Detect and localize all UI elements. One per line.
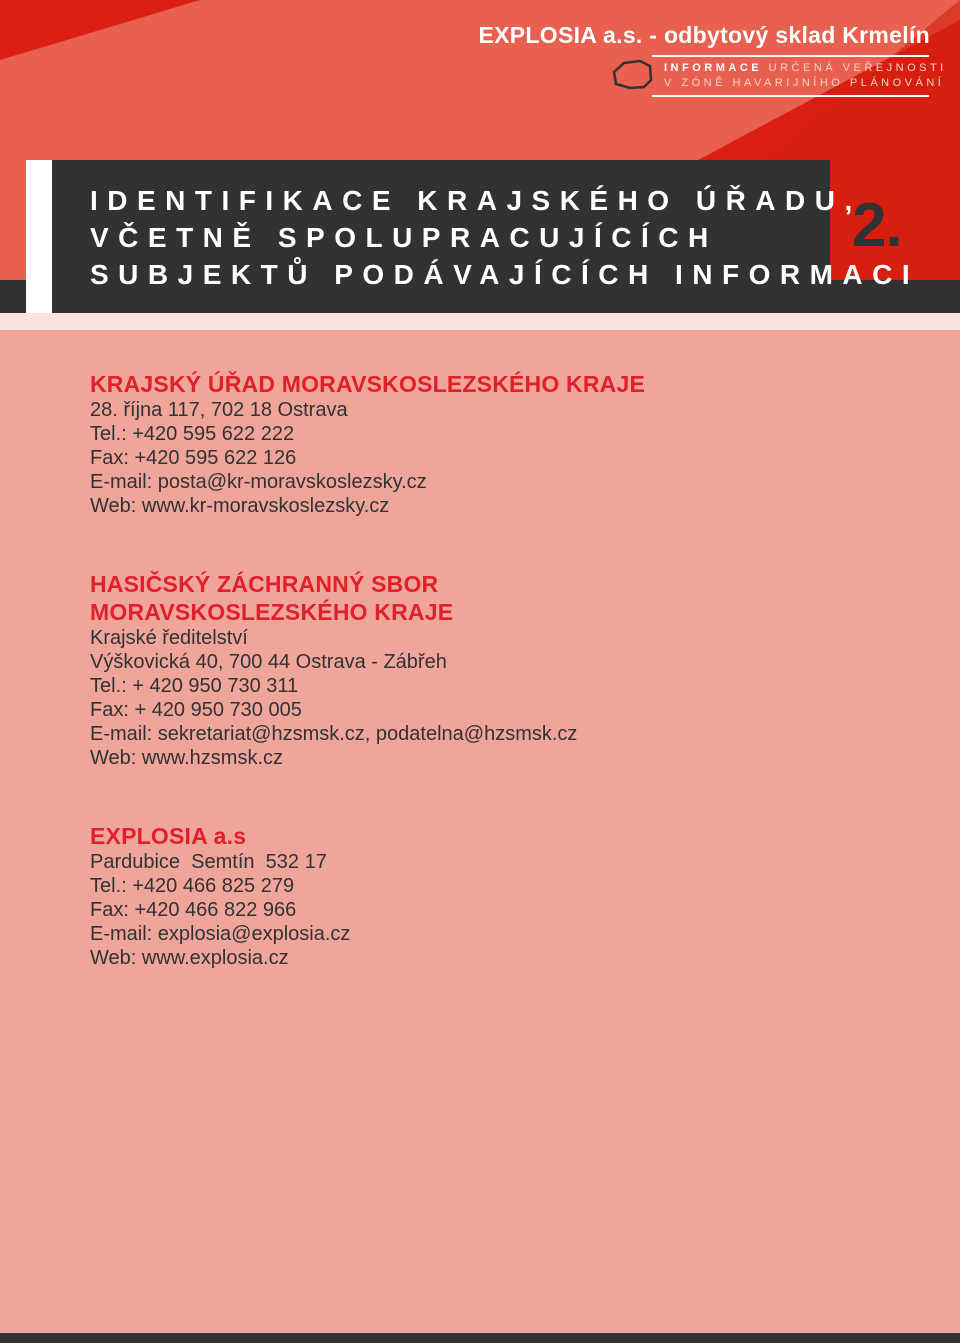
phone-line: Tel.: + 420 950 730 311 xyxy=(90,675,299,697)
address-line: Výškovická 40, 700 44 Ostrava - Zábřeh xyxy=(90,651,447,673)
region-map-icon xyxy=(610,58,654,92)
address-line: Pardubice Semtín 532 17 xyxy=(90,851,327,873)
bottom-bar xyxy=(0,1333,960,1343)
email-line: E-mail: posta@kr-moravskoslezsky.cz xyxy=(90,471,427,493)
info-line-2: V ZÓNĚ HAVARIJNÍHO PLÁNOVÁNÍ xyxy=(664,77,945,89)
page-title: IDENTIFIKACE KRAJSKÉHO ÚŘADU, VČETNĚ SPOLUPRACUJÍCÍCH SUBJEKTŮ PODÁVAJÍCÍCH INFORMACI xyxy=(90,185,920,290)
email-line: E-mail: sekretariat@hzsmsk.cz, podatelna@hzsmsk.cz xyxy=(90,723,578,745)
email-line: E-mail: explosia@explosia.cz xyxy=(90,923,351,945)
section-hasicsky-sbor xyxy=(90,570,577,770)
info-line-1: INFORMACE URČENÁ VEŘEJNOSTI xyxy=(664,62,947,74)
phone-line: Tel.: +420 595 622 222 xyxy=(90,423,295,445)
section-title: EXPLOSIA a.s xyxy=(90,823,247,849)
section-title: HASIČSKÝ ZÁCHRANNÝ SBOR xyxy=(90,571,439,597)
phone-line: Tel.: +420 466 825 279 xyxy=(90,875,295,897)
fax-line: Fax: + 420 950 730 005 xyxy=(90,699,302,721)
section-title: MORAVSKOSLEZSKÉHO KRAJE xyxy=(90,599,454,625)
office-line: Krajské ředitelství xyxy=(90,627,248,649)
company-name: EXPLOSIA a.s. - odbytový sklad Krmelín xyxy=(478,22,930,48)
chapter-number: 2. xyxy=(852,191,902,260)
web-line: Web: www.kr-moravskoslezsky.cz xyxy=(90,495,390,517)
fax-line: Fax: +420 595 622 126 xyxy=(90,447,297,469)
web-line: Web: www.explosia.cz xyxy=(90,947,289,969)
fax-line: Fax: +420 466 822 966 xyxy=(90,899,297,921)
info-label-box xyxy=(652,55,947,97)
title-block xyxy=(52,160,920,310)
section-explosia xyxy=(90,822,350,970)
address-line: 28. října 117, 702 18 Ostrava xyxy=(90,399,348,421)
web-line: Web: www.hzsmsk.cz xyxy=(90,747,283,769)
section-title: KRAJSKÝ ÚŘAD MORAVSKOSLEZSKÉHO KRAJE xyxy=(90,371,645,397)
section-krajsky-urad xyxy=(90,370,645,518)
